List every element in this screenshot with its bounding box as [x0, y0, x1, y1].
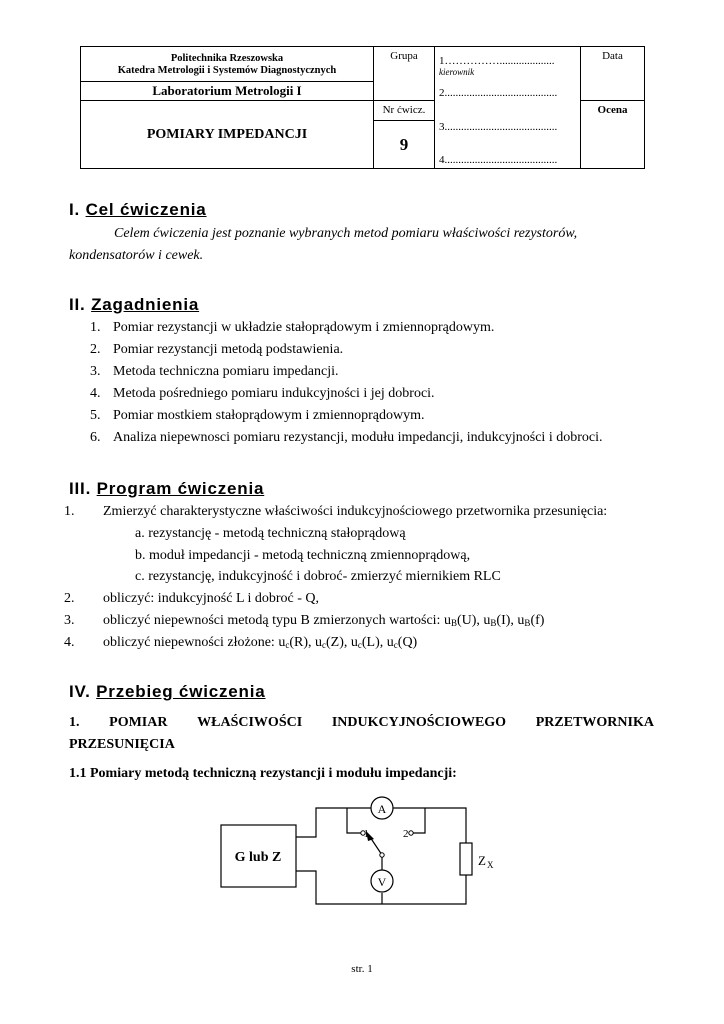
institution-name: Politechnika Rzeszowska	[170, 53, 284, 64]
section-4-heading	[69, 682, 266, 702]
topic-text: Pomiar rezystancji w układzie stałoprądowym i zmiennoprądowym.	[113, 320, 495, 335]
section-1-heading	[69, 200, 207, 220]
switch-wire-1	[347, 808, 361, 833]
department-name: Katedra Metrologii i Systemów Diagnostycznych	[117, 65, 337, 76]
exercise-title-cell	[81, 101, 374, 169]
program-item-text	[103, 635, 417, 651]
subsection-word: POMIAR	[109, 715, 168, 730]
load-label: Z	[478, 853, 486, 868]
program-item-number: 3.	[64, 613, 75, 628]
section-3-number: III.	[69, 479, 92, 498]
program-item-number: 4.	[64, 635, 75, 650]
section-1-title: Cel ćwiczenia	[85, 200, 207, 219]
ammeter-label: A	[377, 802, 387, 816]
uc-Q: (Q)	[397, 635, 418, 650]
topic-number: 4.	[90, 386, 101, 401]
program-item-number: 1.	[64, 504, 75, 519]
program-item-number: 2.	[64, 591, 75, 606]
subsection-word: INDUKCYJNOŚCIOWEGO	[331, 715, 507, 730]
grupa-label: Grupa	[390, 50, 418, 62]
uB-I: (I),	[496, 613, 518, 628]
u-symbol: u	[517, 613, 525, 628]
topic-number: 6.	[90, 430, 101, 445]
topic-text: Analiza niepewnosci pomiaru rezystancji, modułu impedancji, indukcyjności i dobroci.	[113, 430, 603, 445]
uc-L: (L),	[361, 635, 387, 650]
switch-pivot	[380, 853, 384, 857]
topic-number: 5.	[90, 408, 101, 423]
item4-prefix: obliczyć niepewności złożone:	[103, 635, 279, 650]
program-item-text	[103, 613, 544, 629]
item3-prefix: obliczyć niepewności metodą typu B zmierzonych wartości:	[103, 613, 444, 628]
section-2-number: II.	[69, 295, 86, 314]
data-label: Data	[602, 50, 623, 62]
section-4-number: IV.	[69, 682, 91, 701]
ocena-label: Ocena	[597, 104, 628, 116]
u-symbol: u	[278, 635, 286, 650]
name-line-3: 3.........................................	[439, 121, 558, 133]
subsection-word: 1.	[69, 715, 80, 730]
program-subitem-b: b. moduł impedancji - metodą techniczną zmiennoprądową,	[135, 548, 471, 563]
section-2-title: Zagadnienia	[91, 295, 200, 314]
c-subscript: c	[357, 640, 362, 650]
u-symbol: u	[483, 613, 491, 628]
section-3-heading	[69, 479, 264, 499]
switch-wire-2	[413, 808, 425, 833]
names-cell	[435, 47, 581, 169]
section-1-number: I.	[69, 200, 81, 219]
uc-R: (R),	[289, 635, 315, 650]
subsection-word: WŁAŚCIWOŚCI	[197, 715, 303, 730]
uB-U: (U),	[456, 613, 484, 628]
goal-text-line-1: Celem ćwiczenia jest poznanie wybranych metod pomiaru właściwości rezystorów,	[114, 226, 578, 241]
source-label: G lub Z	[234, 850, 282, 865]
section-4-title: Przebieg ćwiczenia	[96, 682, 266, 701]
b-subscript: B	[524, 618, 531, 628]
nr-label-cell	[374, 101, 435, 121]
u-symbol: u	[315, 635, 322, 650]
topic-text: Pomiar mostkiem stałoprądowym i zmiennoprądowym.	[113, 408, 425, 423]
switch-position-1: 1	[363, 828, 369, 840]
goal-text-line-2: kondensatorów i cewek.	[69, 248, 204, 263]
topic-text: Metoda pośredniego pomiaru indukcyjności i jej dobroci.	[113, 386, 435, 401]
section-2-heading	[69, 295, 199, 315]
page-footer: str. 1	[351, 963, 373, 975]
exercise-title: POMIARY IMPEDANCJI	[146, 126, 308, 142]
subsection-1-1-title: 1.1 Pomiary metodą techniczną rezystancji i modułu impedancji:	[69, 766, 457, 781]
c-subscript: c	[285, 640, 290, 650]
topic-text: Pomiar rezystancji metodą podstawienia.	[113, 342, 344, 357]
name-line-1: 1……………....................	[439, 55, 555, 67]
u-symbol: u	[350, 635, 358, 650]
uc-Z: (Z),	[326, 635, 351, 650]
institution-cell	[81, 47, 374, 82]
subsection-word: PRZETWORNIKA	[535, 715, 654, 730]
measurement-circuit-diagram	[215, 795, 515, 913]
ocena-cell	[581, 101, 645, 169]
lab-name-cell	[81, 82, 374, 101]
section-3-title: Program ćwiczenia	[96, 479, 265, 498]
nr-value-cell	[374, 121, 435, 169]
nr-label: Nr ćwicz.	[382, 104, 426, 116]
voltmeter-label: V	[377, 875, 387, 889]
program-subitem-a: a. rezystancję - metodą techniczną stałoprądową	[135, 526, 406, 541]
program-subitem-c: c. rezystancję, indukcyjność i dobroć- zmierzyć miernikiem RLC	[135, 569, 501, 584]
c-subscript: c	[322, 640, 326, 650]
topic-text: Metoda techniczna pomiaru impedancji.	[113, 364, 339, 379]
name-line-2: 2.........................................	[439, 87, 558, 99]
subsection-1-title-line-1	[69, 715, 654, 731]
topic-number: 1.	[90, 320, 101, 335]
program-item-text: obliczyć: indukcyjność L i dobroć - Q,	[103, 591, 320, 606]
topic-number: 2.	[90, 342, 101, 357]
uB-f: (f)	[530, 613, 545, 628]
switch-position-2: 2	[403, 828, 409, 840]
kierownik-label: kierownik	[439, 67, 475, 77]
c-subscript: c	[393, 640, 398, 650]
u-symbol: u	[443, 613, 451, 628]
program-item-text: Zmierzyć charakterystyczne właściwości indukcyjnościowego przetwornika przesunięcia:	[103, 504, 608, 519]
load-resistor	[460, 843, 472, 875]
grupa-cell	[374, 47, 435, 101]
load-subscript: X	[487, 860, 494, 870]
data-cell	[581, 47, 645, 101]
subsection-1-title-line-2: PRZESUNIĘCIA	[69, 737, 175, 752]
header-table	[80, 46, 645, 169]
nr-value: 9	[399, 134, 409, 154]
b-subscript: B	[490, 618, 497, 628]
name-line-4: 4.........................................	[439, 154, 558, 166]
lab-name: Laboratorium Metrologii I	[152, 83, 302, 98]
b-subscript: B	[450, 618, 457, 628]
switch-contact-2	[409, 831, 413, 835]
u-symbol: u	[386, 635, 394, 650]
topic-number: 3.	[90, 364, 101, 379]
